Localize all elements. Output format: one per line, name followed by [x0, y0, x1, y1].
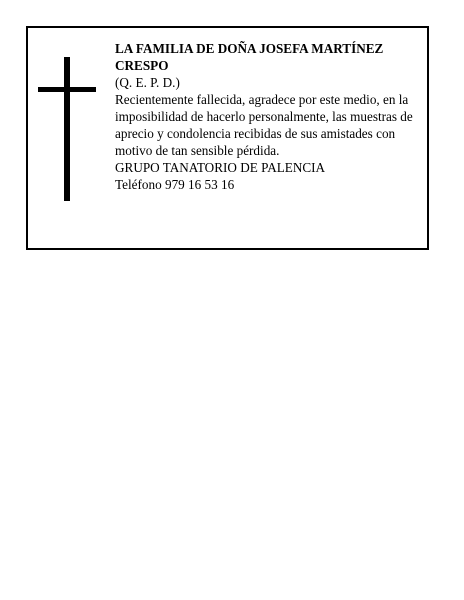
cross-icon [38, 57, 98, 201]
cross-vertical-bar [64, 57, 70, 201]
obituary-notice [26, 26, 429, 250]
qepd-label: (Q. E. P. D.) [115, 75, 180, 90]
organization-name: GRUPO TANATORIO DE PALENCIA [115, 160, 326, 175]
phone-number: Teléfono 979 16 53 16 [115, 177, 235, 192]
notice-text-block [115, 40, 423, 193]
notice-title: LA FAMILIA DE DOÑA JOSEFA MARTÍNEZ CRESPO [115, 41, 384, 73]
cross-horizontal-bar [38, 87, 96, 92]
notice-message: Recientemente fallecida, agradece por este medio, en la imposibilidad de hacerlo personalmente, las muestras de aprecio y condolencia recibidas de sus amistades con motivo de tan sensible pérdida. [115, 92, 413, 158]
